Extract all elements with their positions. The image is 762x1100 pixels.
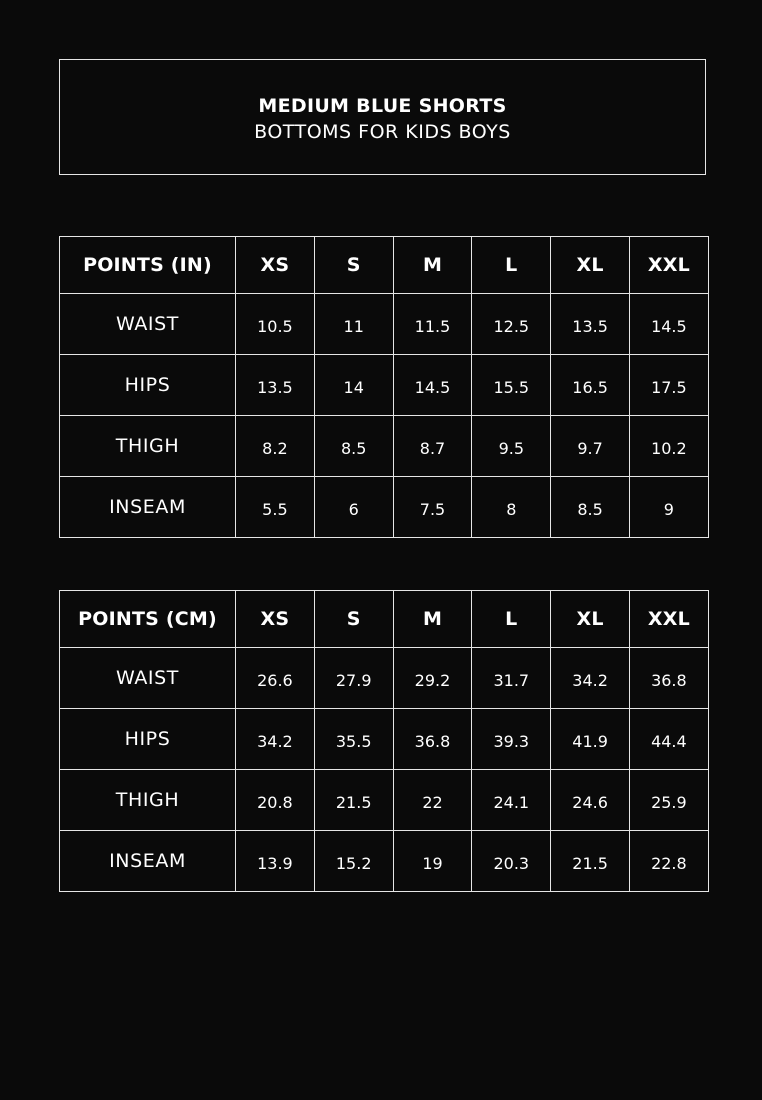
size-header: L: [472, 237, 551, 294]
row-label: HIPS: [60, 355, 236, 416]
table-row: [60, 709, 709, 770]
table-row: [60, 648, 709, 709]
row-label: THIGH: [60, 770, 236, 831]
measurement-cell: 14: [314, 355, 393, 416]
points-header: POINTS (IN): [60, 237, 236, 294]
measurement-cell: 34.2: [551, 648, 630, 709]
measurement-cell: 15.2: [314, 831, 393, 892]
size-header: XS: [236, 237, 315, 294]
measurement-cell: 11: [314, 294, 393, 355]
measurement-cell: 8.2: [236, 416, 315, 477]
table-row: [60, 355, 709, 416]
measurement-cell: 21.5: [314, 770, 393, 831]
measurement-cell: 19: [393, 831, 472, 892]
measurement-cell: 44.4: [629, 709, 708, 770]
size-header: XL: [551, 591, 630, 648]
measurement-cell: 22.8: [629, 831, 708, 892]
measurement-cell: 27.9: [314, 648, 393, 709]
measurement-cell: 8.5: [551, 477, 630, 538]
measurement-cell: 13.5: [236, 355, 315, 416]
size-header: XS: [236, 591, 315, 648]
measurement-cell: 8.7: [393, 416, 472, 477]
measurement-cell: 34.2: [236, 709, 315, 770]
row-label: INSEAM: [60, 477, 236, 538]
measurement-cell: 20.3: [472, 831, 551, 892]
measurement-cell: 29.2: [393, 648, 472, 709]
header-row: [60, 237, 709, 294]
measurement-cell: 8: [472, 477, 551, 538]
measurement-cell: 16.5: [551, 355, 630, 416]
measurement-cell: 36.8: [629, 648, 708, 709]
measurement-cell: 24.6: [551, 770, 630, 831]
points-header: POINTS (CM): [60, 591, 236, 648]
size-chart-centimeters: [59, 590, 709, 892]
size-chart-inches: [59, 236, 709, 538]
header-row: [60, 591, 709, 648]
row-label: WAIST: [60, 294, 236, 355]
row-label: THIGH: [60, 416, 236, 477]
measurement-cell: 10.2: [629, 416, 708, 477]
measurement-cell: 10.5: [236, 294, 315, 355]
product-title-box: [59, 59, 706, 175]
measurement-cell: 6: [314, 477, 393, 538]
table-row: [60, 416, 709, 477]
measurement-cell: 17.5: [629, 355, 708, 416]
size-header: XXL: [629, 237, 708, 294]
measurement-cell: 11.5: [393, 294, 472, 355]
table-row: [60, 831, 709, 892]
measurement-cell: 5.5: [236, 477, 315, 538]
measurement-cell: 7.5: [393, 477, 472, 538]
measurement-cell: 13.9: [236, 831, 315, 892]
size-header: XL: [551, 237, 630, 294]
row-label: HIPS: [60, 709, 236, 770]
measurement-cell: 31.7: [472, 648, 551, 709]
size-header: S: [314, 591, 393, 648]
measurement-cell: 36.8: [393, 709, 472, 770]
measurement-cell: 41.9: [551, 709, 630, 770]
measurement-cell: 9.7: [551, 416, 630, 477]
table-row: [60, 770, 709, 831]
table-row: [60, 294, 709, 355]
measurement-cell: 25.9: [629, 770, 708, 831]
measurement-cell: 15.5: [472, 355, 551, 416]
size-header: S: [314, 237, 393, 294]
measurement-cell: 35.5: [314, 709, 393, 770]
measurement-cell: 9: [629, 477, 708, 538]
measurement-cell: 14.5: [393, 355, 472, 416]
product-subtitle: BOTTOMS FOR KIDS BOYS: [254, 121, 511, 143]
measurement-cell: 20.8: [236, 770, 315, 831]
measurement-cell: 8.5: [314, 416, 393, 477]
row-label: WAIST: [60, 648, 236, 709]
measurement-cell: 9.5: [472, 416, 551, 477]
row-label: INSEAM: [60, 831, 236, 892]
measurement-cell: 39.3: [472, 709, 551, 770]
size-header: XXL: [629, 591, 708, 648]
measurement-cell: 12.5: [472, 294, 551, 355]
measurement-cell: 26.6: [236, 648, 315, 709]
measurement-cell: 13.5: [551, 294, 630, 355]
measurement-cell: 14.5: [629, 294, 708, 355]
size-header: L: [472, 591, 551, 648]
product-title: MEDIUM BLUE SHORTS: [258, 95, 507, 117]
measurement-cell: 21.5: [551, 831, 630, 892]
measurement-cell: 22: [393, 770, 472, 831]
size-header: M: [393, 591, 472, 648]
size-header: M: [393, 237, 472, 294]
measurement-cell: 24.1: [472, 770, 551, 831]
table-row: [60, 477, 709, 538]
